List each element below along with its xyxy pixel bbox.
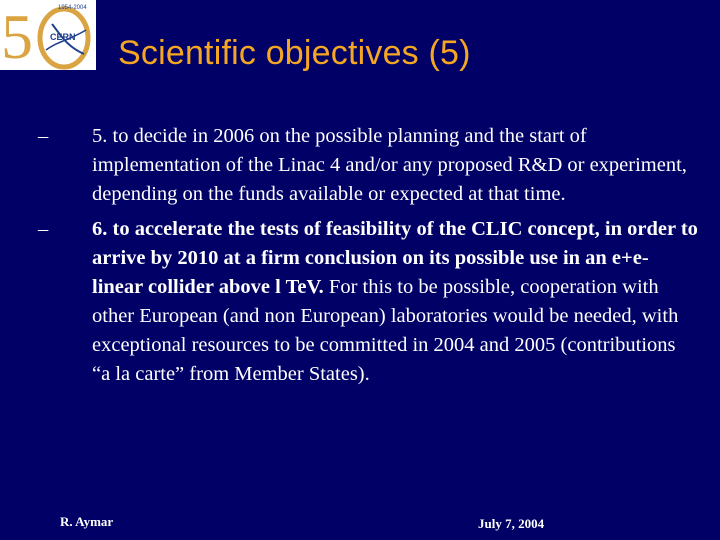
bullet-dash: –	[38, 218, 49, 240]
bullet-text-bold: 6. to accelerate the tests of feasibility of the CLIC concept, in order to arrive by 2010 at a firm conclusion on its possible use in an e+e- linear collider above l TeV.	[92, 218, 698, 298]
logo-years: 1954-2004	[58, 5, 87, 11]
bullet-list	[38, 122, 698, 395]
bullet-item-objective-5	[38, 122, 698, 209]
footer-date: July 7, 2004	[478, 516, 545, 531]
bullet-item-objective-6	[38, 215, 698, 389]
logo-numeral-5: 5	[1, 1, 33, 70]
bullet-text: 5. to decide in 2006 on the possible planning and the start of implementation of the Linac 4 and/or any proposed R&D or experiment, depending on the funds available or expected at that time.	[92, 125, 687, 205]
cern-50-logo	[0, 0, 96, 70]
bullet-text: For this to be possible, cooperation with other European (and non European) laboratories would be needed, with exceptional resources to be committed in 2004 and 2005 (contributions “a la carte” from Member States).	[92, 276, 679, 385]
footer-author: R. Aymar	[60, 514, 114, 529]
cern-50-emblem	[0, 0, 96, 70]
logo-cern-text: CERN	[50, 32, 76, 42]
bullet-dash: –	[38, 125, 49, 147]
slide-title: Scientific objectives (5)	[118, 34, 471, 72]
